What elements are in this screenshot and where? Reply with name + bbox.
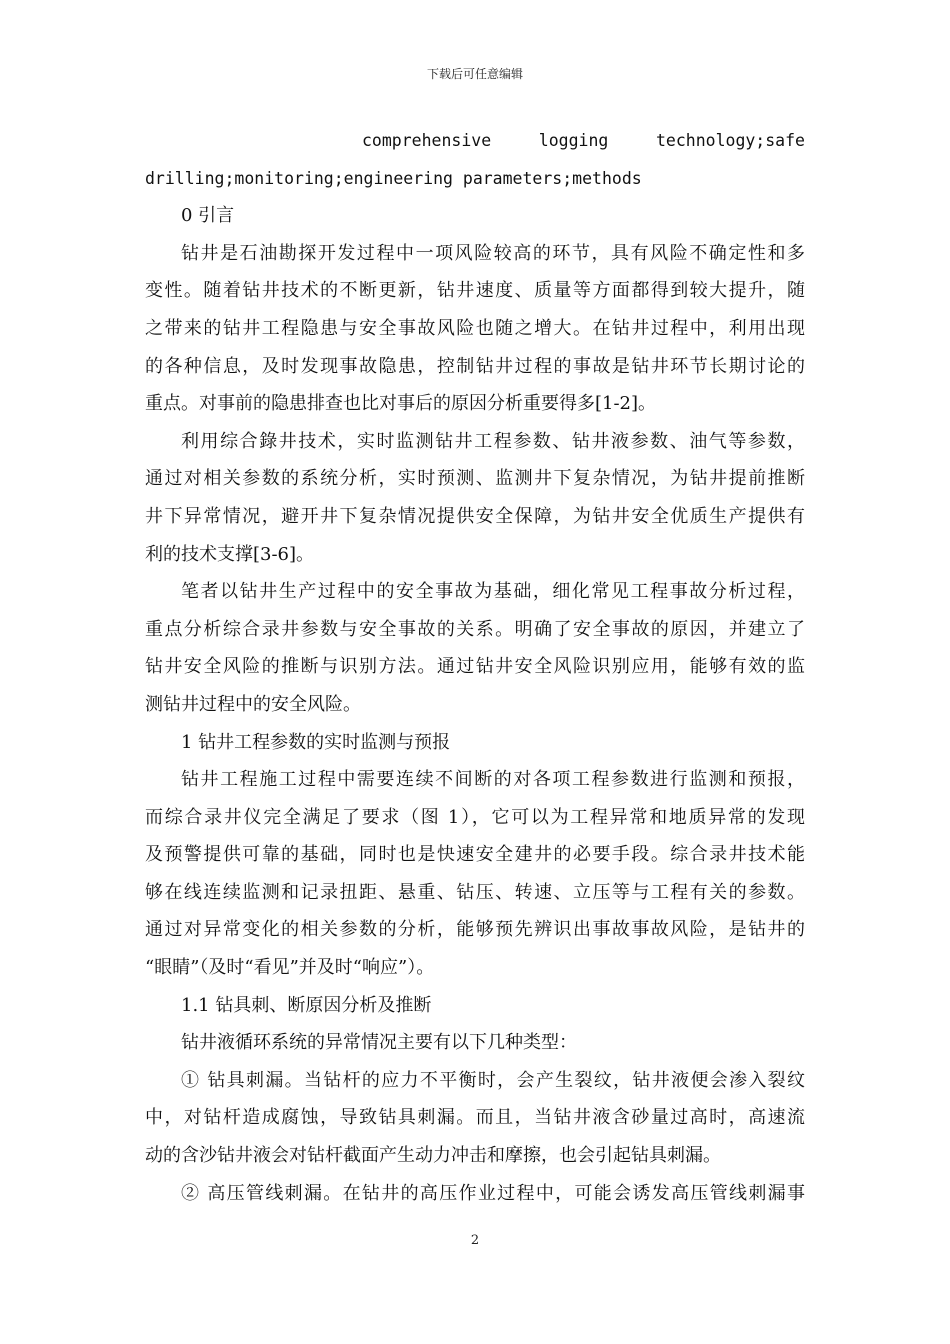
text-line: 0 引言	[181, 205, 235, 227]
text-line: 及预警提供可靠的基础，同时也是快速安全建井的必要手段。综合录井技术能	[145, 844, 805, 866]
keyword-word: comprehensive	[362, 131, 492, 150]
text-line: 的各种信息，及时发现事故隐患，控制钻井过程的事故是钻井环节长期讨论的	[145, 355, 805, 377]
keyword-word: technology;safe	[655, 131, 805, 150]
text-line: ② 高压管线刺漏。在钻井的高压作业过程中，可能会诱发高压管线刺漏事	[181, 1182, 805, 1204]
text-line: 通过对异常变化的相关参数的分析，能够预先辨识出事故事故风险，是钻井的	[145, 919, 805, 941]
keyword-word: logging	[538, 131, 609, 150]
text-line: 通过对相关参数的系统分析，实时预测、监测井下复杂情况，为钻井提前推断	[145, 468, 805, 490]
text-line: 利的技术支撑[3-6]。	[145, 543, 315, 565]
text-line: 钻井是石油勘探开发过程中一项风险较高的环节，具有风险不确定性和多	[181, 242, 805, 264]
text-line: “眼睛”（及时“看见”并及时“响应”）。	[145, 957, 435, 979]
page-header: 下载后可任意编辑	[426, 67, 523, 81]
text-line: 变性。随着钻井技术的不断更新，钻井速度、质量等方面都得到较大提升，随	[145, 280, 805, 302]
keywords-line-2: drilling;monitoring;engineering parameters;methods	[145, 168, 642, 188]
text-line: 笔者以钻井生产过程中的安全事故为基础，细化常见工程事故分析过程，	[181, 581, 805, 603]
keywords-line-1	[145, 122, 805, 160]
text-line: 动的含沙钻井液会对钻杆截面产生动力冲击和摩擦，也会引起钻具刺漏。	[145, 1145, 721, 1167]
text-line: 井下异常情况，避开井下复杂情况提供安全保障，为钻井安全优质生产提供有	[145, 505, 805, 527]
page-number: 2	[470, 1233, 480, 1248]
text-line: 重点。对事前的隐患排查也比对事后的原因分析重要得多[1-2]。	[145, 393, 657, 415]
text-line: 重点分析综合录井参数与安全事故的关系。明确了安全事故的原因，并建立了	[145, 618, 805, 640]
text-line: 而综合录井仪完全满足了要求（图 1），它可以为工程异常和地质异常的发现	[145, 806, 805, 828]
text-line: 测钻井过程中的安全风险。	[145, 693, 361, 715]
text-line: 利用综合錄井技术，实时监测钻井工程参数、钻井液参数、油气等参数，	[181, 430, 805, 452]
text-line: 1.1 钻具刺、断原因分析及推断	[181, 994, 432, 1016]
text-line: 钻井安全风险的推断与识别方法。通过钻井安全风险识别应用，能够有效的监	[145, 656, 805, 678]
document-body	[145, 122, 805, 1212]
text-line: 钻井液循环系统的异常情况主要有以下几种类型：	[181, 1032, 577, 1054]
text-line: 中，对钻杆造成腐蚀，导致钻具刺漏。而且，当钻井液含砂量过高时，高速流	[145, 1107, 805, 1129]
text-line: 1 钻井工程参数的实时监测与预报	[181, 731, 451, 753]
text-line: 之带来的钻井工程隐患与安全事故风险也随之增大。在钻井过程中，利用出现	[145, 317, 805, 339]
text-line: 钻井工程施工过程中需要连续不间断的对各项工程参数进行监测和预报，	[181, 769, 805, 791]
text-line: 够在线连续监测和记录扭距、悬重、钻压、转速、立压等与工程有关的参数。	[145, 881, 805, 903]
text-line: ① 钻具刺漏。当钻杆的应力不平衡时，会产生裂纹，钻井液便会渗入裂纹	[181, 1069, 805, 1091]
